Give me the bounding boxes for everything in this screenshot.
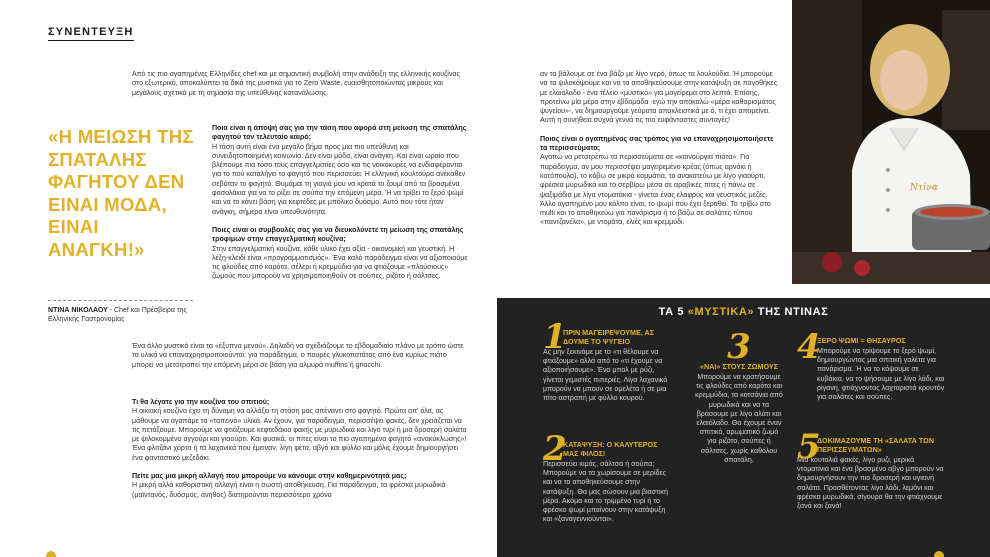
qa-block (132, 398, 470, 463)
tip-body: Ας μην ξεκινάμε με το «τι θέλουμε να φτιάξουμε» αλλά από το «τι έχουμε να αξιοποιήσουμε». Ένα μπολ με ρύζι, γίνεται γεμιστές πιπεριές. Λίγα λαχανικά μπορούν να μπουν σε ομελέτα ή σε μια πίτα-αστραπή με φύλλο κουρού. (543, 348, 668, 403)
question: Πείτε μας μια μικρή αλλαγή που μπορούμε να κάνουμε στην καθημερινότητά μας; (132, 472, 407, 481)
tip-5 (797, 427, 947, 511)
answer: Η μικρή αλλά καθοριστική αλλαγή είναι η σωστή αποθήκευση. Για παράδειγμα, τα φρέσκα μυρωδικά (μαϊντανός, δυόσμος, άνηθος) διατηρούνται περισσότερο χρόνο (132, 481, 446, 499)
tip-number: 1 (543, 317, 567, 357)
tip-heading: ΞΕΡΟ ΨΩΜΙ = ΘΗΣΑΥΡΟΣ (817, 336, 906, 345)
chef-photo-illustration (792, 0, 990, 284)
answer: Στην επαγγελματική κουζίνα, κάθε υλικό έχει αξία - οικονομική και γευστική. Η λέξη-κλειδί είναι «προγραμματισμός». Ένα καλό παράδειγμα είναι να αξιοποιούμε τις φλούδες από καρότα, σέλερι ή κρεμμύδια για να φτιάξουμε «πλούσιους» ζωμούς που μπορούν να χρησιμοποιηθούν σε σούπες, ριζότο ή σάλτσες. (212, 244, 468, 281)
byline-name: ΝΤΙΝΑ ΝΙΚΟΛΑΟΥ (48, 307, 108, 314)
secrets-title-part: ΤΗΣ ΝΤΙΝΑΣ (754, 306, 829, 318)
tip-heading: ΠΡΙΝ ΜΑΓΕΙΡΕΨΟΥΜΕ, ΑΣ ΔΟΥΜΕ ΤΟ ΨΥΓΕΙΟ (563, 328, 655, 346)
answer: Η τάση αυτή είναι ένα μεγάλο βήμα προς μια πιο υπεύθυνη και συνειδητοποιημένη κοινωνία. Δεν είναι μόδα, είναι ανάγκη. Και είναι ωραίο που βλέπουμε πια τόσο τους επαγγελματίες όσο και τις νοικοκυρές να ενδιαφέρονται για το πού καταλήγει το φαγητό που περισσεύει. Η ελληνική κουλτούρα ανέκαθεν σεβόταν το φαγητό. Θυμάμαι τη γιαγιά μου να κρατά το ζουμί από τα βρασμένα φασολάκια για να το ρίξει σε σούπα την επόμενη μέρα. Ή να τρίβει το ξερό ψωμί και να το κάνει βάση για κεφτέδες με μπόλικο δυόσμο. Αυτό που τότε ήταν ανάγκη, σήμερα είναι υπευθυνότητα. (212, 142, 466, 216)
byline-role: - Chef και Πρέσβειρα της Ελληνικής Γαστρονομίας (48, 307, 187, 324)
section-label: ΣΥΝΕΝΤΕΥΞΗ (48, 26, 134, 41)
tip-body: Μια κουταλιά φακές, λίγο ρυζι, μερικά ντοματίνια και ένα βρασμένο αβγό μπορούν να δημιουργήσουν την πιο δροσερή και υγιεινή σαλάτα. Προσθέτοντας λίγο λάδι, λεμόνι και φρέσκα μυρωδικά, σίγουρα θα την φτιάχνουμε ξανά και ξανά! (797, 456, 944, 511)
apron-logo-text: Ντίνα (910, 183, 938, 193)
intro-paragraph: Από τις πιο αγαπημένες Ελληνίδες chef και με σημαντική συμβολή στην ανάδειξη της ελληνικής κουζίνας στο εξωτερικό, αποκαλύπτει τα δικά της μυστικά για το Zero Waste, ευαισθητοποιώντας μικρούς και μεγάλους σχετικά με τη σημασία της υπεύθυνης κατανάλωσης. (132, 70, 460, 97)
secrets-title-part: ΤΑ 5 (658, 306, 688, 318)
question: Ποιος είναι ο αγαπημένος σας τρόπος για να επαναχρησιμοποιήσετε τα περισσεύματα; (540, 134, 774, 153)
chef-photo (792, 0, 990, 284)
tip-heading: ΚΑΤΑΨΥΞΗ: Ο ΚΑΛΥΤΕΡΟΣ ΜΑΣ ΦΙΛΟΣ! (563, 440, 658, 458)
secrets-title (497, 308, 990, 317)
tip-body: Μπορούμε να κρατήσουμε τις φλούδες από καρότα και κρεμμύδια, τα κοτσάνια από μυρωδικά και να τα βράσουμε με λίγο αλάτι και ελαιόλαδο. Θα έχουμε έναν σπιτικό, αρωματικό ζωμό για ριζότο, σούπες ή σάλτσες, χωρίς καθόλου σπατάλη. (695, 373, 783, 464)
tip-number: 2 (543, 429, 567, 469)
tip-1 (543, 317, 673, 403)
byline (48, 306, 218, 324)
byline-divider (48, 300, 193, 301)
tip-number: 3 (727, 327, 751, 367)
continued-paragraph: αν τα βάλουμε σε ένα βάζο με λίγο νερό, όπως τα λουλούδια. Ή μπορούμε να τα ψιλοκόψουμε και να τα αποθηκεύσουμε στην κατάψυξη σε παγοθήκες με ελαιόλαδο - ένα τέλειο «μυστικό» για μαγείρεμα στο λεπτό. Επίσης, προτείνω μία μέρα στην εβδομάδα -εγώ την αποκαλώ «μέρα καθαρισμάτος ψυγείου»-, να δημιουργούμε γεύματα αποκλειστικά με ό, τι έχει απομείνει. Αυτή η συνήθεια συχνά γεννά τις πιο ευφάνταστες συνταγές! (540, 70, 778, 125)
tip-number: 4 (797, 327, 821, 367)
qa-block (212, 226, 470, 282)
qa-block (540, 135, 778, 228)
interview-column-2 (212, 124, 470, 291)
secrets-box (497, 298, 990, 557)
wide-paragraph: Ένα άλλο μυστικό είναι τα «έξυπνα μενού». Δηλαδή να σχεδιάζουμε το εβδομαδιαίο πλάνο με τρόπο ώστε τα υλικά να επαναχρησιμοποιούνται: για παράδειγμα, ο πουρές γλυκοπατάτας από ένα κυρίως πιάτο μπορεί να μετατραπεί την επόμενη μέρα σε βάση για αλμυρά muffins ή gnocchi. (132, 342, 464, 369)
tip-3 (695, 327, 783, 465)
tip-body: Μπορούμε να τρίψουμε το ξερό ψωμί, δημιουργώντας μια σπιτική γαλέτα για πανάρισμα. Ή να το κόψουμε σε κυβάκια, να το ψήσουμε με λίγο λάδι, και ρίγανη, φτιάχνοντας λαχταριστά κρουτόν για σαλάτες και σούπες. (817, 347, 945, 402)
interview-column-3 (540, 70, 778, 237)
answer: Αγαπώ να μετατρέπω τα περισσεύματα σε «καινούργια πιάτα». Για παράδειγμα, αν μου περισσέψει μαγειρεμένο κρέας (όπως αρνάκι ή κοτόπουλο), το κόβω σε μικρά κομμάτια, το ανακατεύω με λίγο γιαούρτι, φρέσκα μυρωδικά και το σερβίρω μέσα σε αραβικές πίτες ή πάνω σε ψαξιμάδια με λίγα ντοματάκια - γίνεται ένας ελαφρύς και γευστικός μεζές. Άλλο αγαπημένο μου κόλπο είναι, το ψωμί που έχει ξεραθεί. Το τρίβω στο multi και το αποθηκεύω για πανάρισμα ή το βάζω σε σαλάτες τύπου «παντζανέλα», με ντομάτα, ελιές και κρεμμύδι. (540, 153, 771, 227)
tip-2 (543, 429, 673, 524)
secrets-title-highlight: «ΜΥΣΤΙΚΑ» (687, 306, 755, 318)
page-marker-right (934, 551, 944, 557)
tip-number: 5 (797, 427, 821, 467)
question: Ποια είναι η άποψή σας για την τάση που αφορά στη μείωση της σπατάλης φαγητού τον τελευταίο καιρό; (212, 124, 467, 142)
pull-quote: «Η ΜΕΙΩΣΗ ΤΗΣ ΣΠΑΤΑΛΗΣ ΦΑΓΗΤΟΥ ΔΕΝ ΕΙΝΑΙ ΜΟΔΑ, ΕΙΝΑΙ ΑΝΑΓΚΗ!» (48, 126, 194, 260)
tip-body: Περισσεύει κιμάς, σάλτσα ή σούπα; Μπορούμε να τα χωρίσουμε σε μερίδες και να τα αποθηκεύσουμε στην κατάψυξη. Θα μας σώσουν μια βιαστική μέρα. Ακόμα και το τριμμένο τυρί ή το φρέσκο ψωμί μπαίνουν στην κατάψυξη και «ξαναγεννιούνται». (543, 460, 668, 524)
qa-block (132, 472, 470, 500)
interview-bottom (132, 398, 470, 509)
tip-heading: ΔΟΚΙΜΑΖΟΥΜΕ ΤΗ «ΣΑΛΑΤΑ ΤΩΝ ΠΕΡΙΣΣΕΥΜΑΤΩΝ» (817, 436, 935, 454)
page-marker-left (46, 551, 56, 557)
tip-4 (797, 327, 947, 402)
qa-block (212, 124, 470, 217)
question: Ποιες είναι οι συμβουλές σας για να διευκολύνετε τη μείωση της σπατάλης τροφίμων στην επαγγελματική κουζίνα; (212, 225, 464, 244)
answer: Η οικιακή κουζίνα έχει τη δύναμη να αλλάξει τη στάση μας απέναντι στο φαγητό. Πρώτα απ' όλα, ας μάθουμε να αγαπάμε τα «ταπεινά» υλικά. Αν έχουν, για παράδειγμα, περισσέψει φακές, δεν χρειάζεται να τις πετάξουμε. Μπορούμε να φτιάξουμε κεφτεδάκια φακής με μυρωδικά και λίγο τυρί ή μια δροσερή σαλάτα με ψιλοκομμένο αγγούρι και γιαούρτι. Και φυσικά, οι πίτες είναι το πιο αγαπημένο φαγητό «ανακύκλωσης»! Ένα φλιτζάνι χόρτα ή τα λαχανικά που έμειναν, λίγη φέτα, αβγό και φύλλο και μόλις έχουμε δημιουργήσει ένα φανταστικό μεζεδάκι. (132, 407, 467, 462)
question: Τι θα λέγατε για την κουζίνα του σπιτιού; (132, 398, 270, 406)
tip-heading: «ΝΑΙ» ΣΤΟΥΣ ΖΩΜΟΥΣ (699, 362, 779, 371)
